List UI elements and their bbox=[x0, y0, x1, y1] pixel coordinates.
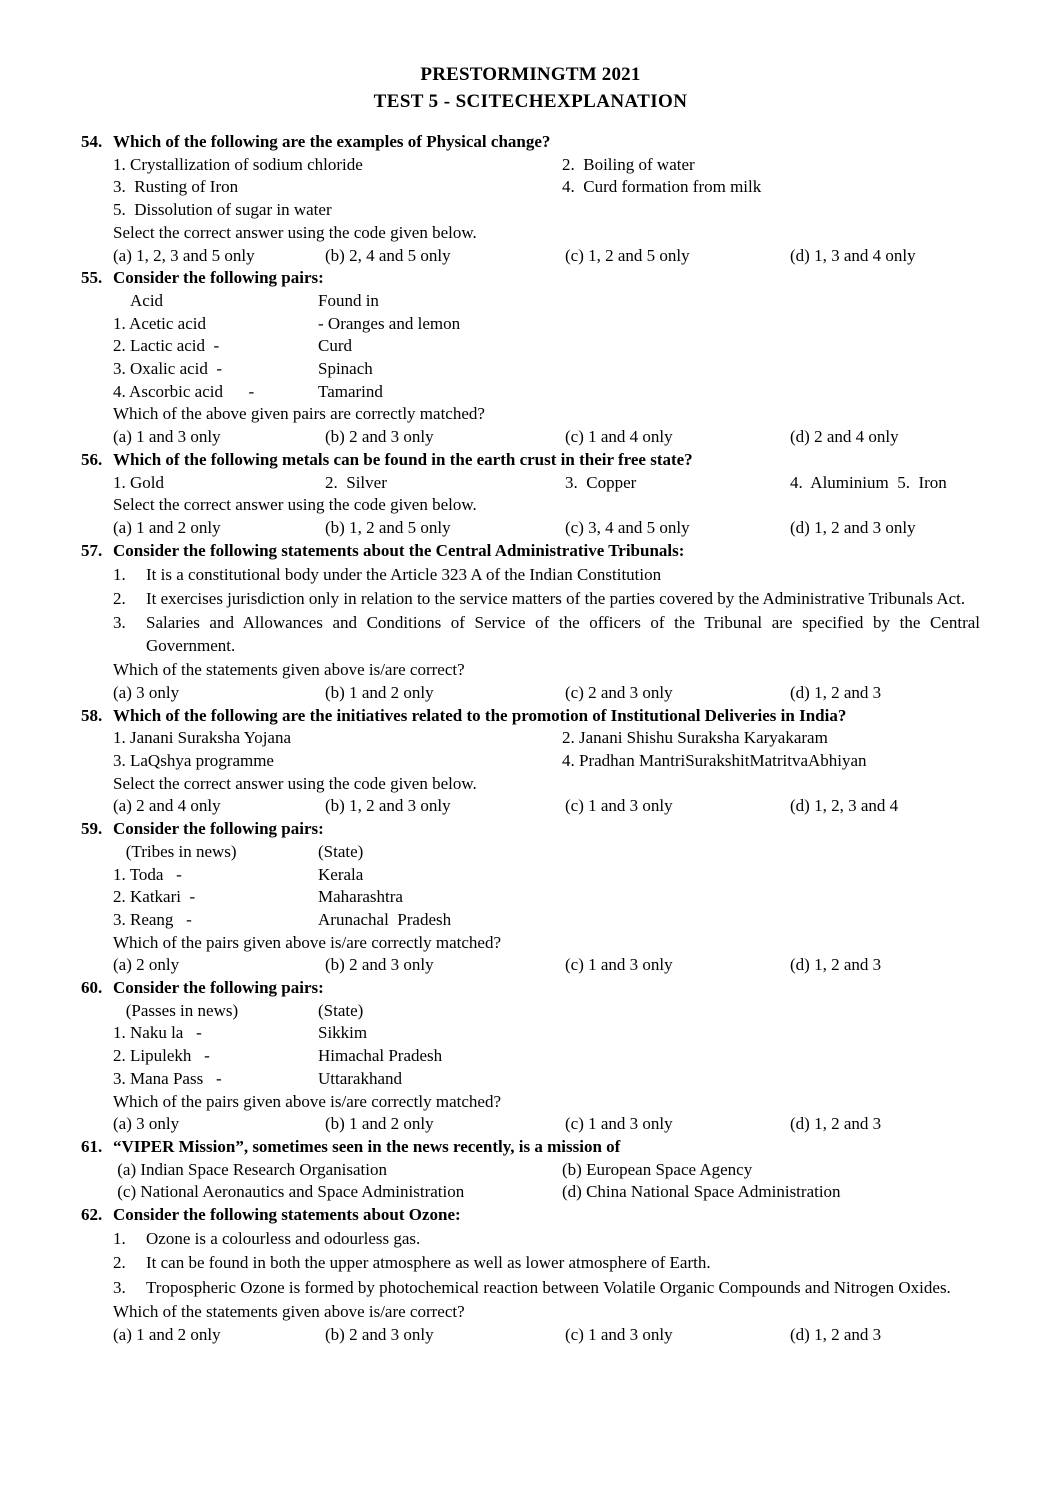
option-cell: (b) 2 and 3 only bbox=[325, 427, 434, 447]
option-cell: (d) 1, 2 and 3 bbox=[790, 1114, 882, 1134]
statement-text: It exercises jurisdiction only in relation to the service matters of the parties covered by the Administrative Tribunals Act. bbox=[146, 589, 966, 609]
question-body bbox=[113, 1136, 980, 1204]
option-cell: (d) 1, 2 and 3 bbox=[790, 682, 882, 702]
items-row bbox=[113, 381, 980, 404]
option-cell: (c) 3, 4 and 5 only bbox=[565, 517, 690, 537]
item-cell: 3. Oxalic acid - bbox=[113, 359, 223, 379]
option-cell: (a) 1 and 3 only bbox=[113, 427, 221, 447]
question-text: Which of the following are the examples of Physical change? bbox=[113, 132, 551, 151]
items-row bbox=[113, 1022, 980, 1045]
question-body bbox=[113, 449, 980, 540]
item-cell: 1. Naku la - bbox=[113, 1023, 202, 1043]
item-cell: 3. Mana Pass - bbox=[113, 1068, 222, 1088]
items-row bbox=[113, 335, 980, 358]
statement-row bbox=[113, 564, 980, 587]
option-cell: (c) 1 and 3 only bbox=[565, 1114, 673, 1134]
text-line: 5. Dissolution of sugar in water bbox=[113, 200, 332, 220]
options-row bbox=[113, 1181, 980, 1204]
question-55 bbox=[81, 267, 980, 449]
options-row bbox=[113, 954, 980, 977]
option-cell: (d) 1, 2 and 3 only bbox=[790, 517, 916, 537]
item-cell: (Passes in news) bbox=[113, 1000, 239, 1020]
option-cell: (b) 1 and 2 only bbox=[325, 1114, 434, 1134]
statement-row bbox=[113, 1228, 980, 1251]
document-subtitle: TEST 5 - SCITECHEXPLANATION bbox=[373, 91, 688, 112]
option-cell: (b) European Space Agency bbox=[562, 1159, 753, 1179]
item-cell: 2. Boiling of water bbox=[562, 154, 695, 174]
option-cell: (d) 1, 2, 3 and 4 bbox=[790, 796, 899, 816]
statement-row bbox=[113, 1252, 980, 1275]
statement-text: Salaries and Allowances and Conditions of Service of the officers of the Tribunal are specified by the Central Government. bbox=[146, 613, 980, 655]
item-cell: 2. Lipulekh - bbox=[113, 1046, 210, 1066]
options-row bbox=[113, 1324, 980, 1347]
items-row bbox=[113, 727, 980, 750]
item-cell: (Tribes in news) bbox=[113, 841, 237, 861]
items-row bbox=[113, 1045, 980, 1068]
items-row bbox=[113, 290, 980, 313]
question-number: 56. bbox=[81, 449, 103, 469]
question-body bbox=[113, 1204, 980, 1346]
item-cell: 1. Gold bbox=[113, 472, 164, 492]
item-cell: 1. Janani Suraksha Yojana bbox=[113, 728, 292, 748]
options-row bbox=[113, 245, 980, 268]
option-cell: (d) 1, 2 and 3 bbox=[790, 955, 882, 975]
option-cell: (c) 1 and 3 only bbox=[565, 796, 673, 816]
items-row bbox=[113, 1068, 980, 1091]
statement-text: Ozone is a colourless and odourless gas. bbox=[146, 1229, 421, 1249]
item-cell: 4. Aluminium 5. Iron bbox=[790, 472, 947, 492]
item-cell: 1. Toda - bbox=[113, 864, 182, 884]
option-cell: (c) 1 and 3 only bbox=[565, 1324, 673, 1344]
question-62 bbox=[81, 1204, 980, 1346]
question-body bbox=[113, 818, 980, 977]
question-56 bbox=[81, 449, 980, 540]
option-cell: (a) 2 and 4 only bbox=[113, 796, 221, 816]
options-row bbox=[113, 1113, 980, 1136]
option-cell: (c) 1 and 3 only bbox=[565, 955, 673, 975]
options-row bbox=[113, 426, 980, 449]
option-cell: (b) 1 and 2 only bbox=[325, 682, 434, 702]
item-cell: 1. Crystallization of sodium chloride bbox=[113, 154, 363, 174]
text-line: Which of the statements given above is/are correct? bbox=[113, 660, 465, 680]
statement-row bbox=[113, 1277, 980, 1300]
question-text: Consider the following pairs: bbox=[113, 268, 324, 288]
text-line: Which of the pairs given above is/are correctly matched? bbox=[113, 932, 501, 952]
item-cell: Found in bbox=[318, 290, 379, 310]
statement-number: 3. bbox=[113, 1277, 126, 1297]
item-cell: Sikkim bbox=[318, 1023, 368, 1043]
question-text: Consider the following statements about Ozone: bbox=[113, 1205, 461, 1225]
item-cell: Tamarind bbox=[318, 381, 383, 401]
statement-row bbox=[113, 588, 980, 611]
option-cell: (a) Indian Space Research Organisation bbox=[113, 1159, 387, 1179]
item-cell: 3. LaQshya programme bbox=[113, 750, 274, 770]
question-number: 57. bbox=[81, 540, 103, 560]
item-cell: 2. Janani Shishu Suraksha Karyakaram bbox=[562, 728, 828, 748]
statement-number: 2. bbox=[113, 1253, 126, 1273]
item-cell: 2. Silver bbox=[325, 472, 387, 492]
option-cell: (c) 2 and 3 only bbox=[565, 682, 673, 702]
question-text: “VIPER Mission”, sometimes seen in the news recently, is a mission of bbox=[113, 1136, 621, 1156]
option-cell: (c) 1, 2 and 5 only bbox=[565, 245, 690, 265]
question-body bbox=[113, 705, 980, 819]
option-cell: (c) National Aeronautics and Space Administration bbox=[113, 1182, 465, 1202]
options-row bbox=[113, 795, 980, 818]
question-number: 58. bbox=[81, 705, 103, 725]
statement-row bbox=[113, 612, 980, 657]
item-cell: - Oranges and lemon bbox=[318, 313, 461, 333]
option-cell: (a) 3 only bbox=[113, 682, 180, 702]
question-58 bbox=[81, 705, 980, 819]
question-body bbox=[113, 267, 980, 449]
document-header bbox=[81, 62, 980, 115]
text-line: Which of the pairs given above is/are correctly matched? bbox=[113, 1091, 501, 1111]
text-line: Which of the above given pairs are correctly matched? bbox=[113, 404, 485, 424]
item-cell: 4. Curd formation from milk bbox=[562, 177, 762, 197]
item-cell: 3. Copper bbox=[565, 472, 637, 492]
question-number: 60. bbox=[81, 978, 103, 998]
option-cell: (a) 2 only bbox=[113, 955, 180, 975]
option-cell: (d) 2 and 4 only bbox=[790, 427, 899, 447]
question-60 bbox=[81, 977, 980, 1136]
question-body bbox=[113, 977, 980, 1136]
item-cell: 3. Reang - bbox=[113, 909, 192, 929]
question-57 bbox=[81, 540, 980, 705]
item-cell: Arunachal Pradesh bbox=[318, 909, 452, 929]
items-row bbox=[113, 864, 980, 887]
question-text: Which of the following metals can be found in the earth crust in their free state? bbox=[113, 449, 693, 469]
items-row bbox=[113, 176, 980, 199]
item-cell: Uttarakhand bbox=[318, 1068, 403, 1088]
option-cell: (d) China National Space Administration bbox=[562, 1182, 841, 1202]
items-row bbox=[113, 472, 980, 495]
items-row bbox=[113, 313, 980, 336]
question-59 bbox=[81, 818, 980, 977]
question-text: Which of the following are the initiatives related to the promotion of Institutional Deliveries in India? bbox=[113, 705, 847, 725]
question-54 bbox=[81, 131, 980, 267]
item-cell: 3. Rusting of Iron bbox=[113, 177, 239, 197]
items-row bbox=[113, 358, 980, 381]
item-cell: 2. Lactic acid - bbox=[113, 336, 220, 356]
item-cell: 4. Ascorbic acid - bbox=[113, 381, 255, 401]
option-cell: (b) 1, 2 and 3 only bbox=[325, 796, 451, 816]
items-row bbox=[113, 909, 980, 932]
question-number: 59. bbox=[81, 819, 103, 839]
option-cell: (b) 1, 2 and 5 only bbox=[325, 517, 451, 537]
questions bbox=[81, 131, 980, 1346]
question-number: 61. bbox=[81, 1136, 103, 1156]
option-cell: (a) 1, 2, 3 and 5 only bbox=[113, 245, 255, 265]
option-cell: (d) 1, 3 and 4 only bbox=[790, 245, 916, 265]
option-cell: (b) 2 and 3 only bbox=[325, 955, 434, 975]
statement-text: Tropospheric Ozone is formed by photochemical reaction between Volatile Organic Compounds and Nitrogen Oxides. bbox=[146, 1277, 951, 1297]
item-cell: (State) bbox=[318, 841, 364, 861]
option-cell: (d) 1, 2 and 3 bbox=[790, 1324, 882, 1344]
question-body bbox=[113, 131, 980, 267]
statement-number: 3. bbox=[113, 613, 126, 633]
question-text: Consider the following statements about the Central Administrative Tribunals: bbox=[113, 540, 685, 560]
option-cell: (b) 2 and 3 only bbox=[325, 1324, 434, 1344]
option-cell: (c) 1 and 4 only bbox=[565, 427, 673, 447]
statement-text: It is a constitutional body under the Article 323 A of the Indian Constitution bbox=[146, 564, 662, 584]
item-cell: Himachal Pradesh bbox=[318, 1046, 443, 1066]
option-cell: (a) 1 and 2 only bbox=[113, 1324, 221, 1344]
item-cell: Spinach bbox=[318, 359, 373, 379]
items-row bbox=[113, 750, 980, 773]
question-text: Consider the following pairs: bbox=[113, 819, 324, 839]
item-cell: Acid bbox=[113, 290, 164, 310]
item-cell: 4. Pradhan MantriSurakshitMatritvaAbhiyan bbox=[562, 750, 867, 770]
item-cell: (State) bbox=[318, 1000, 364, 1020]
statement-number: 1. bbox=[113, 564, 126, 584]
options-row bbox=[113, 1159, 980, 1182]
items-row bbox=[113, 841, 980, 864]
item-cell: 1. Acetic acid bbox=[113, 313, 206, 333]
item-cell: Curd bbox=[318, 336, 352, 356]
options-row bbox=[113, 682, 980, 705]
item-cell: Kerala bbox=[318, 864, 364, 884]
option-cell: (a) 3 only bbox=[113, 1114, 180, 1134]
item-cell: 2. Katkari - bbox=[113, 887, 196, 907]
text-line: Select the correct answer using the code given below. bbox=[113, 773, 477, 793]
statement-number: 1. bbox=[113, 1229, 126, 1249]
question-61 bbox=[81, 1136, 980, 1204]
question-text: Consider the following pairs: bbox=[113, 978, 324, 998]
option-cell: (a) 1 and 2 only bbox=[113, 517, 221, 537]
text-line: Select the correct answer using the code given below. bbox=[113, 495, 477, 515]
question-number: 62. bbox=[81, 1205, 103, 1225]
question-number: 55. bbox=[81, 268, 103, 288]
items-row bbox=[113, 154, 980, 177]
text-line: Select the correct answer using the code given below. bbox=[113, 222, 477, 242]
statement-text: It can be found in both the upper atmosphere as well as lower atmosphere of Earth. bbox=[146, 1253, 711, 1273]
statement-number: 2. bbox=[113, 589, 126, 609]
item-cell: Maharashtra bbox=[318, 887, 403, 907]
option-cell: (b) 2, 4 and 5 only bbox=[325, 245, 451, 265]
question-body bbox=[113, 540, 980, 705]
question-number: 54. bbox=[81, 132, 103, 151]
items-row bbox=[113, 1000, 980, 1023]
items-row bbox=[113, 886, 980, 909]
document-title: PRESTORMINGTM 2021 bbox=[420, 64, 641, 85]
options-row bbox=[113, 517, 980, 540]
text-line: Which of the statements given above is/are correct? bbox=[113, 1301, 465, 1321]
